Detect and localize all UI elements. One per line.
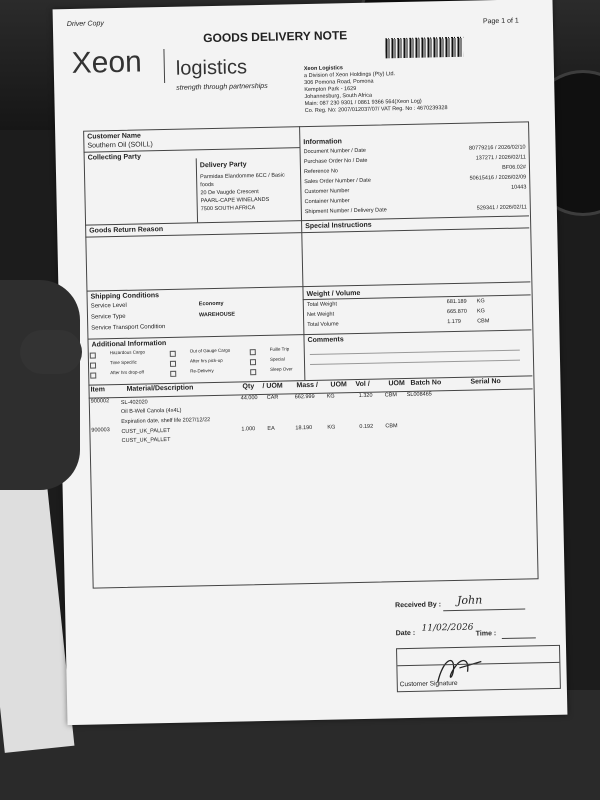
weight-value: 665.870: [446, 308, 467, 316]
cell-item: 900003: [91, 427, 110, 434]
weight-label: Net Weight: [306, 311, 335, 319]
col-vol: Vol /: [355, 380, 370, 389]
cell-mass-uom: KG: [327, 424, 336, 431]
logo-xeon: Xeon: [71, 45, 143, 80]
checkbox[interactable]: [170, 351, 176, 357]
checkbox-label: Special: [269, 356, 285, 362]
checkbox-label: Hazardous Cargo: [109, 349, 146, 356]
cell-item: 900002: [90, 398, 110, 405]
col-batch: Batch No: [410, 379, 442, 387]
service-transport-label: Service Transport Condition: [91, 324, 166, 332]
checkbox-label: Out of Gauge Cargo: [189, 347, 231, 354]
page-number: Page 1 of 1: [482, 17, 519, 26]
info-value: 80779216 / 2026/02/10: [468, 144, 526, 152]
address-line: 7500 SOUTH AFRICA: [200, 205, 256, 213]
cell-desc: CUST_UK_PALLET: [121, 436, 171, 444]
company-line: Kempton Park - 1629: [304, 85, 357, 94]
checkbox-label: After hrs drop-off: [110, 369, 144, 376]
checkbox-label: Re-Delivery: [190, 368, 214, 374]
logo-divider: [163, 49, 165, 83]
col-material: Material/Description: [126, 384, 194, 393]
date-label: Date :: [395, 629, 416, 638]
cell-mass-uom: KG: [326, 393, 335, 400]
logo-logistics: logistics: [175, 56, 248, 80]
signature-box[interactable]: [396, 645, 561, 692]
delivery-note-document: [53, 0, 568, 725]
time-label: Time :: [475, 630, 497, 638]
cell-uom: CAR: [266, 394, 279, 401]
customer-name-value: Southern Oil (SOILL): [87, 141, 153, 150]
col-serial: Serial No: [470, 378, 501, 386]
comments-label: Comments: [307, 336, 344, 345]
additional-info-label: Additional Information: [91, 340, 167, 349]
service-level-value: Economy: [198, 300, 224, 308]
goods-return-label: Goods Return Reason: [89, 226, 164, 235]
received-by-label: Received By :: [395, 601, 442, 610]
shipping-conditions-label: Shipping Conditions: [90, 292, 160, 301]
weight-label: Total Volume: [307, 321, 339, 329]
cell-batch: SL008465: [406, 391, 432, 398]
company-line: Main: 087 230 9301 / 0861 9366 564(Xeon Log): [304, 98, 422, 108]
cell-uom: EA: [267, 425, 275, 432]
cell-vol-uom: CBM: [385, 423, 398, 430]
cell-qty: 44.000: [240, 395, 258, 402]
delivery-party-address: [200, 171, 285, 213]
information-table: [304, 144, 527, 219]
checkbox[interactable]: [250, 369, 256, 375]
date-handwriting: 11/02/2026: [421, 622, 474, 634]
info-value: 137271 / 2026/02/11: [475, 154, 526, 162]
info-value: BF06.02#: [502, 164, 527, 171]
cell-mass: 662.999: [294, 393, 315, 401]
address-line: foods: [200, 181, 214, 189]
info-label: Purchase Order No / Date: [303, 157, 368, 166]
weight-volume-label: Weight / Volume: [306, 289, 361, 299]
company-line: a Division of Xeon Holdings (Pty) Ltd.: [303, 71, 396, 80]
weight-unit: KG: [476, 308, 485, 315]
address-line: Parmidas Elandomme 6CC / Basic: [200, 172, 285, 181]
checkbox[interactable]: [90, 372, 96, 378]
weight-label: Total Weight: [306, 301, 338, 309]
checkbox-label: After hrs pick-up: [189, 357, 223, 364]
address-line: PAARL-CAPE WINELANDS: [200, 196, 270, 205]
service-type-label: Service Type: [90, 313, 126, 321]
cell-code: CUST_UK_PALLET: [121, 427, 171, 435]
driver-copy-label: Driver Copy: [66, 20, 104, 29]
checkbox[interactable]: [170, 361, 176, 367]
information-label: Information: [303, 138, 342, 147]
col-uom-mass: UOM: [330, 381, 347, 389]
checkbox-label: Time Specific: [109, 359, 137, 366]
checkbox[interactable]: [250, 359, 256, 365]
col-uom-vol: UOM: [388, 380, 405, 388]
checkbox[interactable]: [250, 349, 256, 355]
weight-unit: CBM: [477, 318, 490, 325]
document-title: GOODS DELIVERY NOTE: [203, 28, 348, 46]
time-line: [502, 637, 536, 639]
special-instructions-label: Special Instructions: [305, 221, 372, 231]
received-by-handwriting: John: [456, 593, 483, 607]
info-label: Sales Order Number / Date: [304, 177, 371, 186]
cell-vol: 1.320: [358, 392, 373, 399]
cell-vol-uom: CBM: [384, 392, 398, 399]
weight-table: [307, 297, 530, 332]
cell-mass: 18.190: [295, 424, 313, 432]
checkbox[interactable]: [170, 371, 176, 377]
col-mass: Mass /: [296, 381, 318, 390]
info-value: 50615416 / 2026/02/09: [469, 174, 527, 182]
thumb: [20, 330, 82, 374]
service-level-label: Service Level: [90, 302, 127, 310]
col-qty: Qty: [242, 383, 255, 391]
company-logo: [71, 44, 312, 99]
weight-unit: KG: [476, 298, 485, 305]
checkbox[interactable]: [90, 362, 96, 368]
cell-code: SL-402020: [120, 399, 148, 406]
cell-vol: 0.192: [359, 423, 374, 430]
barcode: [385, 37, 463, 59]
signature-label: Customer Signature: [399, 679, 458, 689]
info-value: 529341 / 2026/02/11: [476, 204, 527, 212]
weight-value: 681.189: [446, 298, 467, 306]
info-label: Reference No: [303, 168, 339, 176]
cell-extra: Expiration date, shelf life 2027/12/22: [121, 417, 211, 425]
service-type-value: WAREHOUSE: [198, 311, 236, 319]
company-name: Xeon Logistics: [303, 65, 344, 73]
cell-desc: Oil B-Well Canola (4x4L): [120, 407, 182, 415]
info-label: Customer Number: [304, 188, 350, 196]
delivery-party-label: Delivery Party: [199, 161, 247, 170]
received-by-line: [443, 609, 525, 612]
cell-qty: 1.000: [241, 426, 256, 433]
info-value: 10443: [511, 184, 527, 191]
logo-tagline: strength through partnerships: [176, 82, 268, 92]
checkbox[interactable]: [90, 352, 96, 358]
info-label: Shipment Number / Delivery Date: [304, 207, 387, 216]
checkbox-label: Fuille Trip: [269, 346, 290, 352]
company-line: 306 Pomona Road, Pomona: [304, 78, 374, 87]
holding-hand: [0, 280, 80, 490]
col-item: Item: [90, 386, 106, 394]
customer-name-label: Customer Name: [87, 132, 141, 141]
weight-value: 1.179: [447, 318, 462, 326]
info-label: Document Number / Date: [303, 147, 367, 156]
info-label: Container Number: [304, 198, 350, 206]
company-line: Johannesburg, South Africa: [304, 92, 373, 101]
company-address: [304, 63, 448, 115]
col-uom: / UOM: [262, 382, 283, 390]
collecting-party-label: Collecting Party: [87, 153, 142, 162]
address-line: 20 De Vaugde Crescent: [200, 189, 259, 197]
company-line: Co. Reg. No: 2007/012037/07/ VAT Reg. No : 4670239328: [304, 105, 448, 115]
checkbox-label: Sleep Over: [270, 366, 293, 372]
